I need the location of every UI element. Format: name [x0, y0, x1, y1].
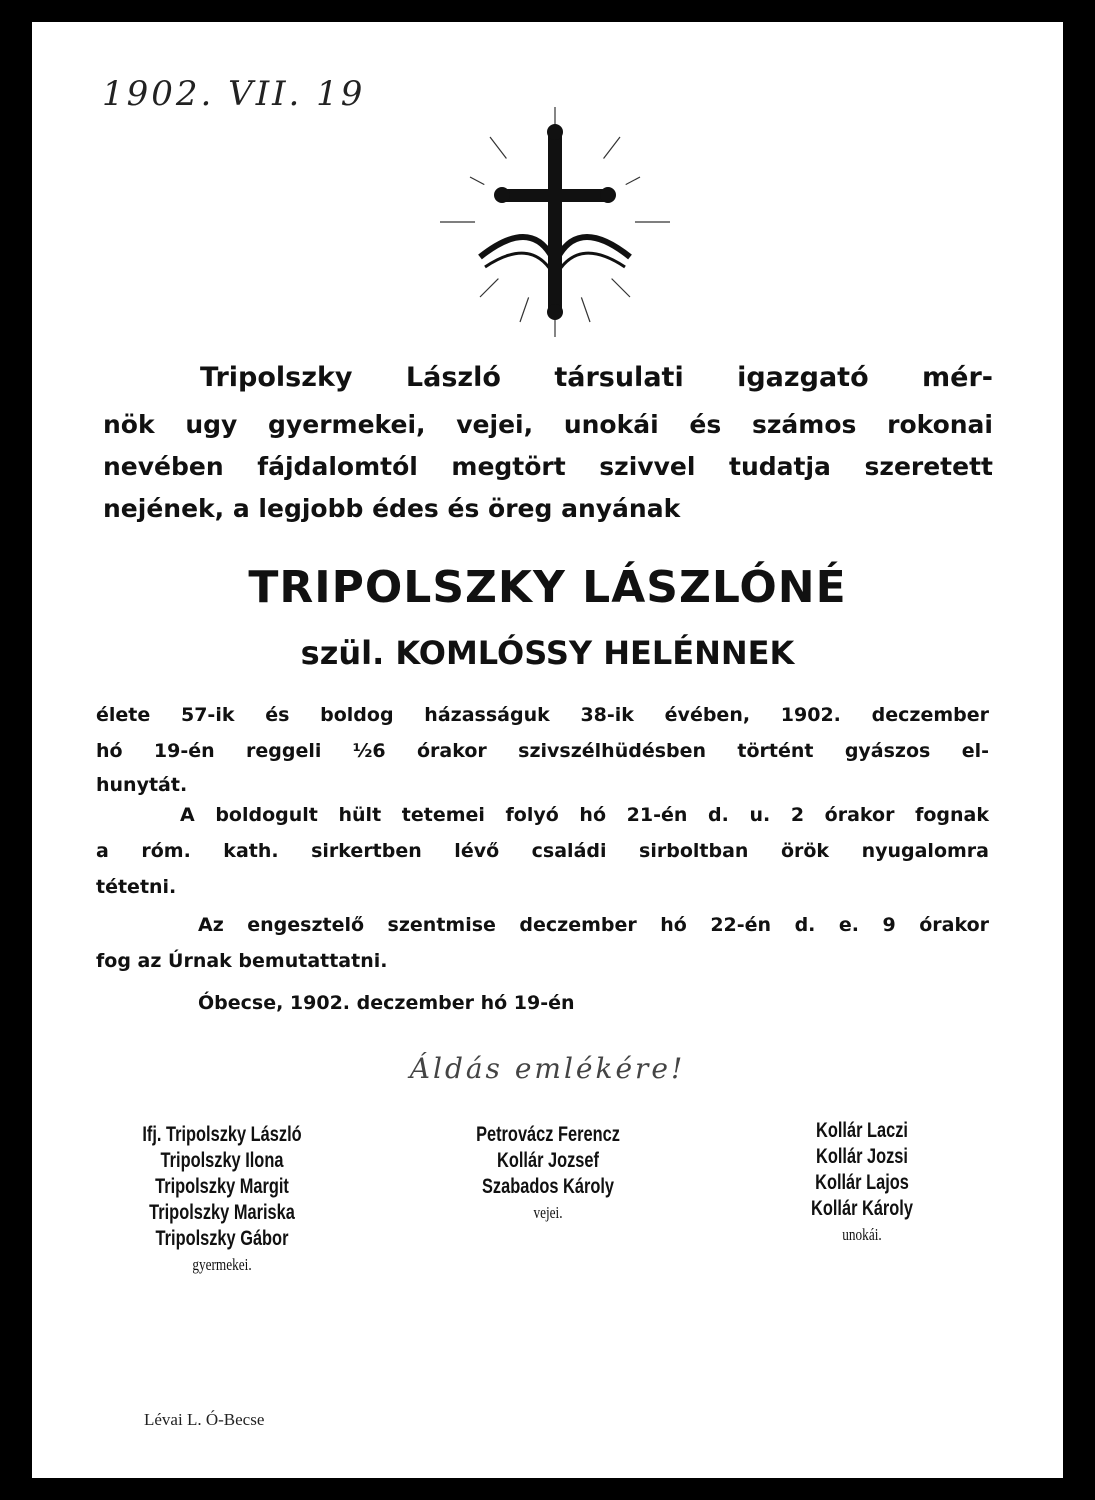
- body-line: Óbecse, 1902. deczember hó 19-én: [198, 992, 575, 1014]
- signatory-name: Tripolszky Margit: [155, 1175, 289, 1198]
- intro-line: Tripolszky László társulati igazgató mér-: [200, 362, 993, 393]
- signatory-name: Tripolszky Mariska: [149, 1201, 295, 1224]
- body-line: fog az Úrnak bemutattatni.: [96, 950, 388, 972]
- handwritten-blessing: Áldás emlékére!: [409, 1052, 686, 1085]
- signatories-grandchildren: [745, 1118, 979, 1248]
- signatory-name: Szabados Károly: [481, 1175, 614, 1198]
- body-line: hó 19-én reggeli ½6 órakor szivszélhüdésben történt gyászos el-: [96, 740, 989, 762]
- cross-icon: [440, 107, 670, 337]
- signatory-name: Kollár Jozsi: [816, 1145, 908, 1168]
- body-line: Az engesztelő szentmise deczember hó 22-én d. e. 9 órakor: [198, 914, 989, 936]
- signatory-name: Kollár Laczi: [816, 1119, 908, 1142]
- signatory-name: Kollár Jozsef: [497, 1149, 599, 1172]
- printer-imprint: Lévai L. Ó-Becse: [144, 1410, 265, 1429]
- deceased-name: TRIPOLSZKY LÁSZLÓNÉ: [248, 562, 847, 613]
- obituary-page: [32, 22, 1063, 1478]
- signatory-role: gyermekei.: [192, 1255, 252, 1274]
- signatory-name: Kollár Lajos: [815, 1171, 909, 1194]
- intro-line: nevében fájdalomtól megtört szivvel tudatja szeretett: [103, 452, 993, 481]
- signatory-name: Petrovácz Ferencz: [476, 1123, 620, 1146]
- handwritten-date: 1902. VII. 19: [102, 74, 366, 114]
- signatory-name: Kollár Károly: [811, 1197, 913, 1220]
- body-line: a róm. kath. sirkertben lévő családi sirboltban örök nyugalomra: [96, 840, 989, 862]
- intro-line: nejének, a legjobb édes és öreg anyának: [103, 494, 681, 523]
- signatories-sons-in-law: [431, 1122, 665, 1226]
- maiden-name: szül. KOMLÓSSY HELÉNNEK: [300, 634, 795, 672]
- signatory-role: unokái.: [842, 1225, 882, 1244]
- intro-line: nök ugy gyermekei, vejei, unokái és számos rokonai: [103, 410, 993, 439]
- body-line: hunytát.: [96, 774, 188, 796]
- signatory-name: Tripolszky Gábor: [155, 1227, 289, 1250]
- body-line: élete 57-ik és boldog házasságuk 38-ik évében, 1902. deczember: [96, 704, 989, 726]
- signatories-children: [105, 1122, 339, 1278]
- signatory-name: Ifj. Tripolszky László: [142, 1123, 302, 1146]
- signatory-name: Tripolszky Ilona: [160, 1149, 284, 1172]
- body-line: A boldogult hült tetemei folyó hó 21-én d. u. 2 órakor fognak: [180, 804, 989, 826]
- signatory-role: vejei.: [533, 1203, 563, 1222]
- body-line: tétetni.: [96, 876, 177, 898]
